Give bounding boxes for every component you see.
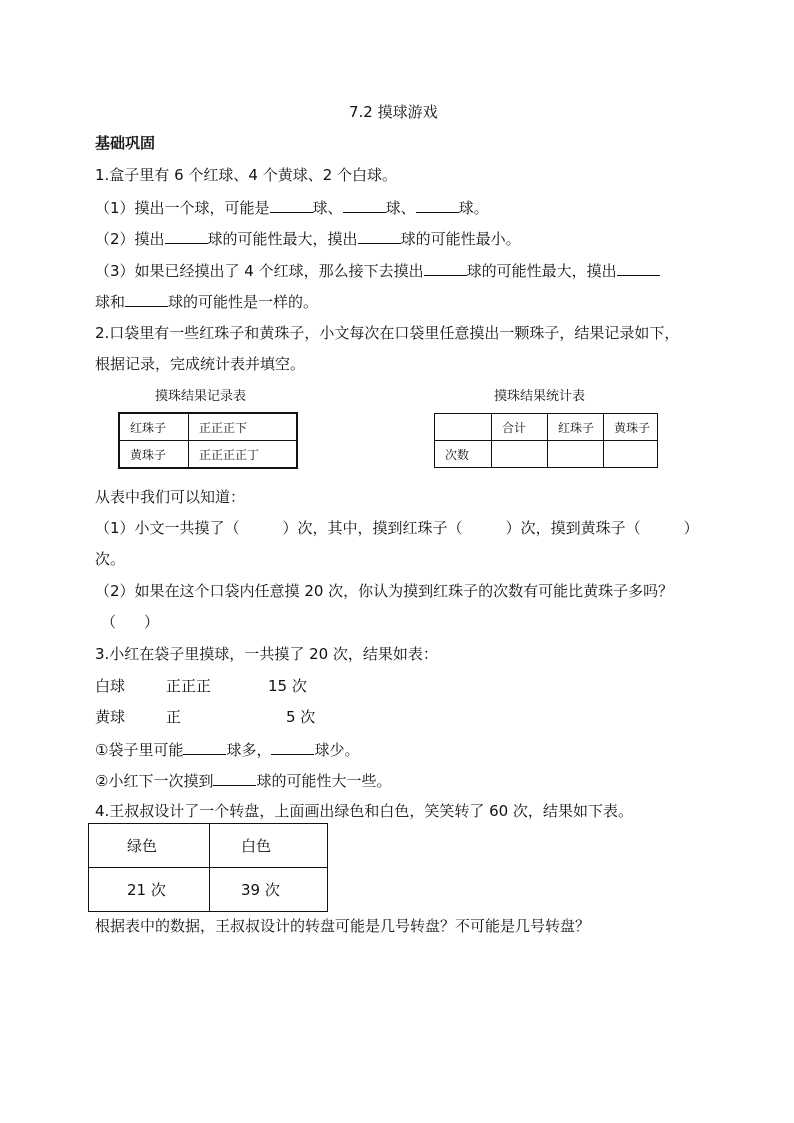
table-row xyxy=(435,414,658,441)
stat-table-caption: 摸珠结果统计表 xyxy=(494,389,586,404)
table-cell: 39 次 xyxy=(210,868,328,912)
q1-part1: （1）摸出一个球，可能是 球、 球、 球。 xyxy=(95,199,489,217)
page-title: 7.2 摸球游戏 xyxy=(349,103,438,121)
table-cell: 次数 xyxy=(435,441,492,468)
table-row xyxy=(119,441,297,469)
q2-sub1: （1）小文一共摸了（ ）次，其中，摸到红珠子（ ）次，摸到黄珠子（ ） xyxy=(95,519,699,537)
table-header-cell: 合计 xyxy=(492,414,548,441)
answer-blank[interactable] xyxy=(270,197,313,213)
table-cell: 正正正下 xyxy=(189,413,298,441)
section-heading: 基础巩固 xyxy=(95,134,156,152)
table-row xyxy=(89,824,328,868)
q3-row-count: 15 次 xyxy=(268,677,307,695)
q1-part2: （2）摸出 球的可能性最大，摸出 球的可能性最小。 xyxy=(95,230,521,248)
answer-blank[interactable] xyxy=(183,739,226,755)
q2-stem-1: 2.口袋里有一些红珠子和黄珠子，小文每次在口袋里任意摸出一颗珠子，结果记录如下， xyxy=(95,324,680,342)
answer-blank[interactable] xyxy=(213,770,256,786)
q3-stem: 3.小红在袋子里摸球，一共摸了 20 次，结果如表： xyxy=(95,645,438,663)
table-row xyxy=(119,413,297,441)
answer-blank[interactable] xyxy=(125,291,168,307)
table-cell: 黄珠子 xyxy=(119,441,189,469)
table-cell: 红珠子 xyxy=(119,413,189,441)
answer-blank[interactable] xyxy=(358,228,401,244)
q2-know: 从表中我们可以知道： xyxy=(95,488,246,506)
q2-sub1-cont: 次。 xyxy=(95,550,126,568)
record-table-caption: 摸珠结果记录表 xyxy=(155,389,247,404)
table-header-cell: 红珠子 xyxy=(548,414,604,441)
table-row xyxy=(89,868,328,912)
answer-blank[interactable] xyxy=(271,739,314,755)
q2-stem-2: 根据记录，完成统计表并填空。 xyxy=(95,355,306,373)
q1-stem: 1.盒子里有 6 个红球、4 个黄球、2 个白球。 xyxy=(95,166,398,184)
q1-part3: （3）如果已经摸出了 4 个红球，那么接下去摸出 球的可能性最大，摸出 xyxy=(95,260,660,281)
table-header-cell: 白色 xyxy=(210,824,328,868)
q3-row-count: 5 次 xyxy=(286,708,316,726)
table-cell: 21 次 xyxy=(89,868,210,912)
q3-row-tally: 正 xyxy=(166,708,182,726)
answer-cell[interactable] xyxy=(492,441,548,468)
table-header-cell: 绿色 xyxy=(89,824,210,868)
answer-blank[interactable] xyxy=(165,228,208,244)
q2-sub2-answer: （ ） xyxy=(101,613,160,631)
answer-blank[interactable] xyxy=(416,197,459,213)
q4-question: 根据表中的数据，王叔叔设计的转盘可能是几号转盘？不可能是几号转盘？ xyxy=(95,917,591,935)
answer-blank[interactable] xyxy=(424,260,467,276)
q4-stem: 4.王叔叔设计了一个转盘，上面画出绿色和白色，笑笑转了 60 次，结果如下表。 xyxy=(95,802,633,820)
answer-cell[interactable] xyxy=(604,441,658,468)
answer-blank[interactable] xyxy=(617,260,660,276)
q3-answer2: ②小红下一次摸到 球的可能性大一些。 xyxy=(95,772,392,790)
table-cell: 正正正正丁 xyxy=(189,441,298,469)
table-header-cell: 黄珠子 xyxy=(604,414,658,441)
spinner-result-table xyxy=(88,823,328,912)
q1-part3-cont: 球和 球的可能性是一样的。 xyxy=(95,293,319,311)
table-row xyxy=(435,441,658,468)
record-table xyxy=(118,412,298,469)
q3-row-label: 白球 xyxy=(95,677,126,695)
table-cell xyxy=(435,414,492,441)
q2-sub2: （2）如果在这个口袋内任意摸 20 次，你认为摸到红珠子的次数有可能比黄珠子多吗？ xyxy=(95,582,674,600)
q3-row-tally: 正正正 xyxy=(166,677,212,695)
q3-answer1: ①袋子里可能 球多， 球少。 xyxy=(95,741,360,759)
answer-cell[interactable] xyxy=(548,441,604,468)
answer-blank[interactable] xyxy=(343,197,386,213)
q3-row-label: 黄球 xyxy=(95,708,126,726)
stat-table xyxy=(434,413,658,468)
